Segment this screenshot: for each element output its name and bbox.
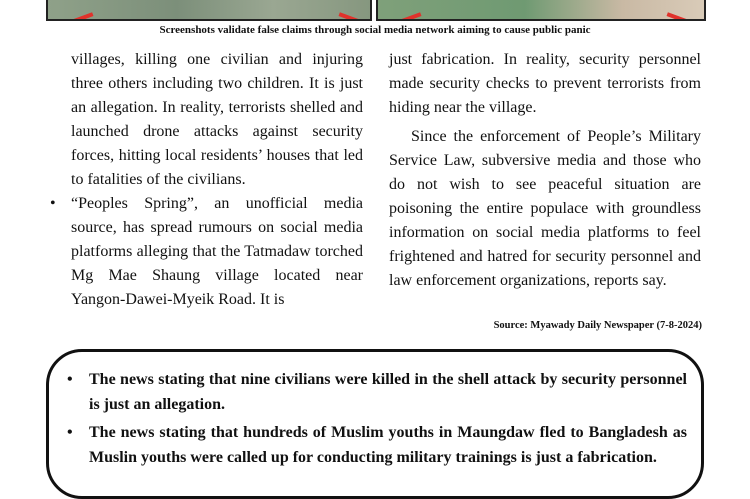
bullet-text: “Peoples Spring”, an unofficial media source, has spread rumours on social media platforms alleging that the Tatmadaw torched Mg Mae Shaung village located near Yangon-Dawei-Myeik Road. It is [71, 195, 363, 308]
summary-item [67, 367, 687, 417]
paragraph: Since the enforcement of People’s Military Service Law, subversive media and those who do not wish to see peaceful situation are poisoning the entire populace with groundless information on social media platforms to feel frightened and hatred for security personnel and law enforcement organizations, reports say. [389, 128, 701, 289]
image-caption: Screenshots validate false claims through social media network aiming to cause public panic [159, 24, 591, 36]
screenshot-image-right [376, 0, 706, 21]
bullet-icon: • [67, 371, 73, 388]
summary-list [67, 367, 687, 473]
bullet-icon: • [50, 195, 56, 212]
red-cross-mark [667, 12, 706, 21]
summary-item-text: The news stating that hundreds of Muslim youths in Maungdaw fled to Bangladesh as Muslin youths were called up for conducting military trainings is just a fabrication. [89, 424, 687, 466]
summary-item-text: The news stating that nine civilians were killed in the shell attack by security personnel is just an allegation. [89, 371, 687, 413]
summary-box [46, 349, 704, 499]
bullet-item [50, 192, 363, 312]
paragraph: villages, killing one civilian and injuring three others including two children. It is just an allegation. In reality, terrorists shelled and launched drone attacks against security forces, hitting local residents’ houses that led to fatalities of the civilians. [71, 51, 363, 188]
red-cross-mark [383, 12, 422, 21]
red-cross-mark [55, 12, 94, 21]
bullet-icon: • [67, 424, 73, 441]
red-cross-mark [339, 12, 372, 21]
article-column-right [389, 48, 701, 293]
paragraph: just fabrication. In reality, security personnel made security checks to prevent terrorists from hiding near the village. [389, 51, 701, 116]
source-credit: Source: Myawady Daily Newspaper (7-8-2024) [493, 320, 702, 331]
screenshot-image-left [46, 0, 372, 21]
article-column-left [50, 48, 363, 312]
summary-item [67, 420, 687, 470]
